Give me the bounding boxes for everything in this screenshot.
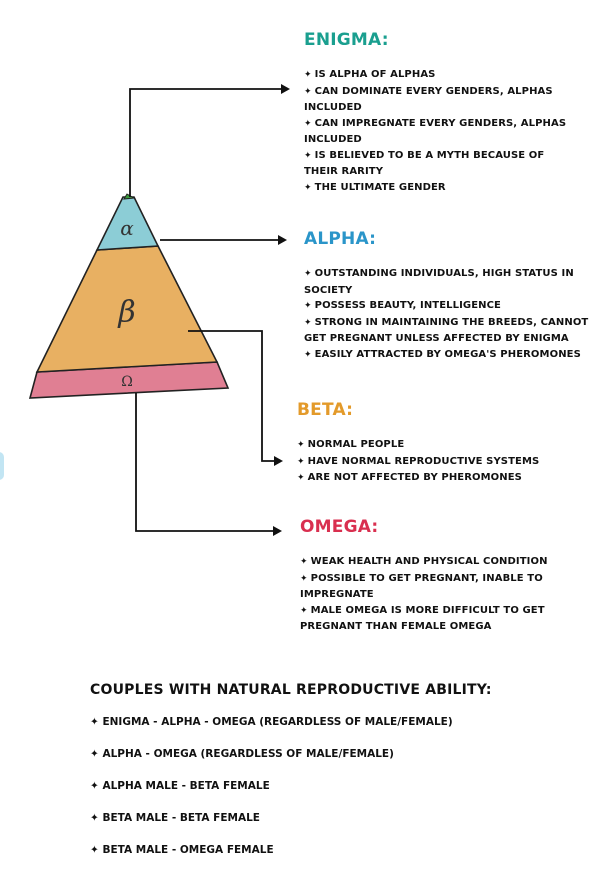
enigma-heading: ENIGMA:: [304, 30, 389, 50]
beta-facts: [297, 437, 567, 487]
list-item: ✦ ALPHA MALE - BETA FEMALE: [90, 780, 270, 792]
omega-connector-line: [136, 393, 273, 531]
list-item: ✦ ARE NOT AFFECTED BY PHEROMONES: [297, 472, 522, 483]
list-item: ✦ ALPHA - OMEGA (REGARDLESS OF MALE/FEMALE): [90, 748, 394, 760]
list-item: ✦ POSSIBLE TO GET PREGNANT, INABLE TO IMPREGNATE: [300, 572, 543, 600]
list-item: ✦ STRONG IN MAINTAINING THE BREEDS, CANNOT GET PREGNANT UNLESS AFFECTED BY ENIGMA: [304, 316, 589, 344]
beta-symbol: β: [118, 295, 136, 330]
omega-arrowhead: [273, 526, 282, 536]
list-item: ✦ BETA MALE - BETA FEMALE: [90, 812, 260, 824]
beta-heading: BETA:: [297, 400, 354, 420]
alpha-arrowhead: [278, 235, 287, 245]
list-item: ✦ EASILY ATTRACTED BY OMEGA'S PHEROMONES: [304, 348, 581, 360]
alpha-section: [304, 228, 589, 363]
alpha-heading: ALPHA:: [304, 229, 377, 249]
enigma-connector-line: [130, 89, 282, 197]
enigma-facts: [304, 67, 574, 196]
alpha-facts: [304, 266, 589, 363]
list-item: ✦ CAN IMPREGNATE EVERY GENDERS, ALPHAS INCLUDED: [304, 117, 567, 145]
list-item: ✦ NORMAL PEOPLE: [297, 439, 405, 450]
beta-section: [297, 399, 567, 487]
list-item: ✦ MALE OMEGA IS MORE DIFFICULT TO GET PREGNANT THAN FEMALE OMEGA: [300, 604, 545, 632]
alpha-symbol: α: [120, 216, 134, 240]
couples-heading: COUPLES WITH NATURAL REPRODUCTIVE ABILITY:: [90, 682, 492, 698]
list-item: ✦ WEAK HEALTH AND PHYSICAL CONDITION: [300, 556, 548, 567]
omega-heading: OMEGA:: [300, 517, 379, 537]
enigma-arrowhead: [281, 84, 290, 94]
omega-symbol: Ω: [121, 374, 133, 390]
omega-section: [300, 516, 570, 635]
list-item: ✦ HAVE NORMAL REPRODUCTIVE SYSTEMS: [297, 455, 540, 467]
list-item: ✦ BETA MALE - OMEGA FEMALE: [90, 844, 274, 856]
list-item: ✦ CAN DOMINATE EVERY GENDERS, ALPHAS INCLUDED: [304, 85, 553, 113]
list-item: ✦ THE ULTIMATE GENDER: [304, 181, 446, 193]
enigma-section: [304, 29, 574, 196]
couples-list: [90, 714, 570, 858]
list-item: ✦ OUTSTANDING INDIVIDUALS, HIGH STATUS IN SOCIETY: [304, 268, 574, 296]
list-item: ✦ ENIGMA - ALPHA - OMEGA (REGARDLESS OF MALE/FEMALE): [90, 716, 453, 728]
beta-arrowhead: [274, 456, 283, 466]
couples-section: [90, 680, 570, 874]
list-item: ✦ IS ALPHA OF ALPHAS: [304, 69, 436, 80]
list-item: ✦ POSSESS BEAUTY, INTELLIGENCE: [304, 300, 501, 311]
list-item: ✦ IS BELIEVED TO BE A MYTH BECAUSE OF THEIR RARITY: [304, 149, 545, 177]
omega-facts: [300, 554, 570, 635]
